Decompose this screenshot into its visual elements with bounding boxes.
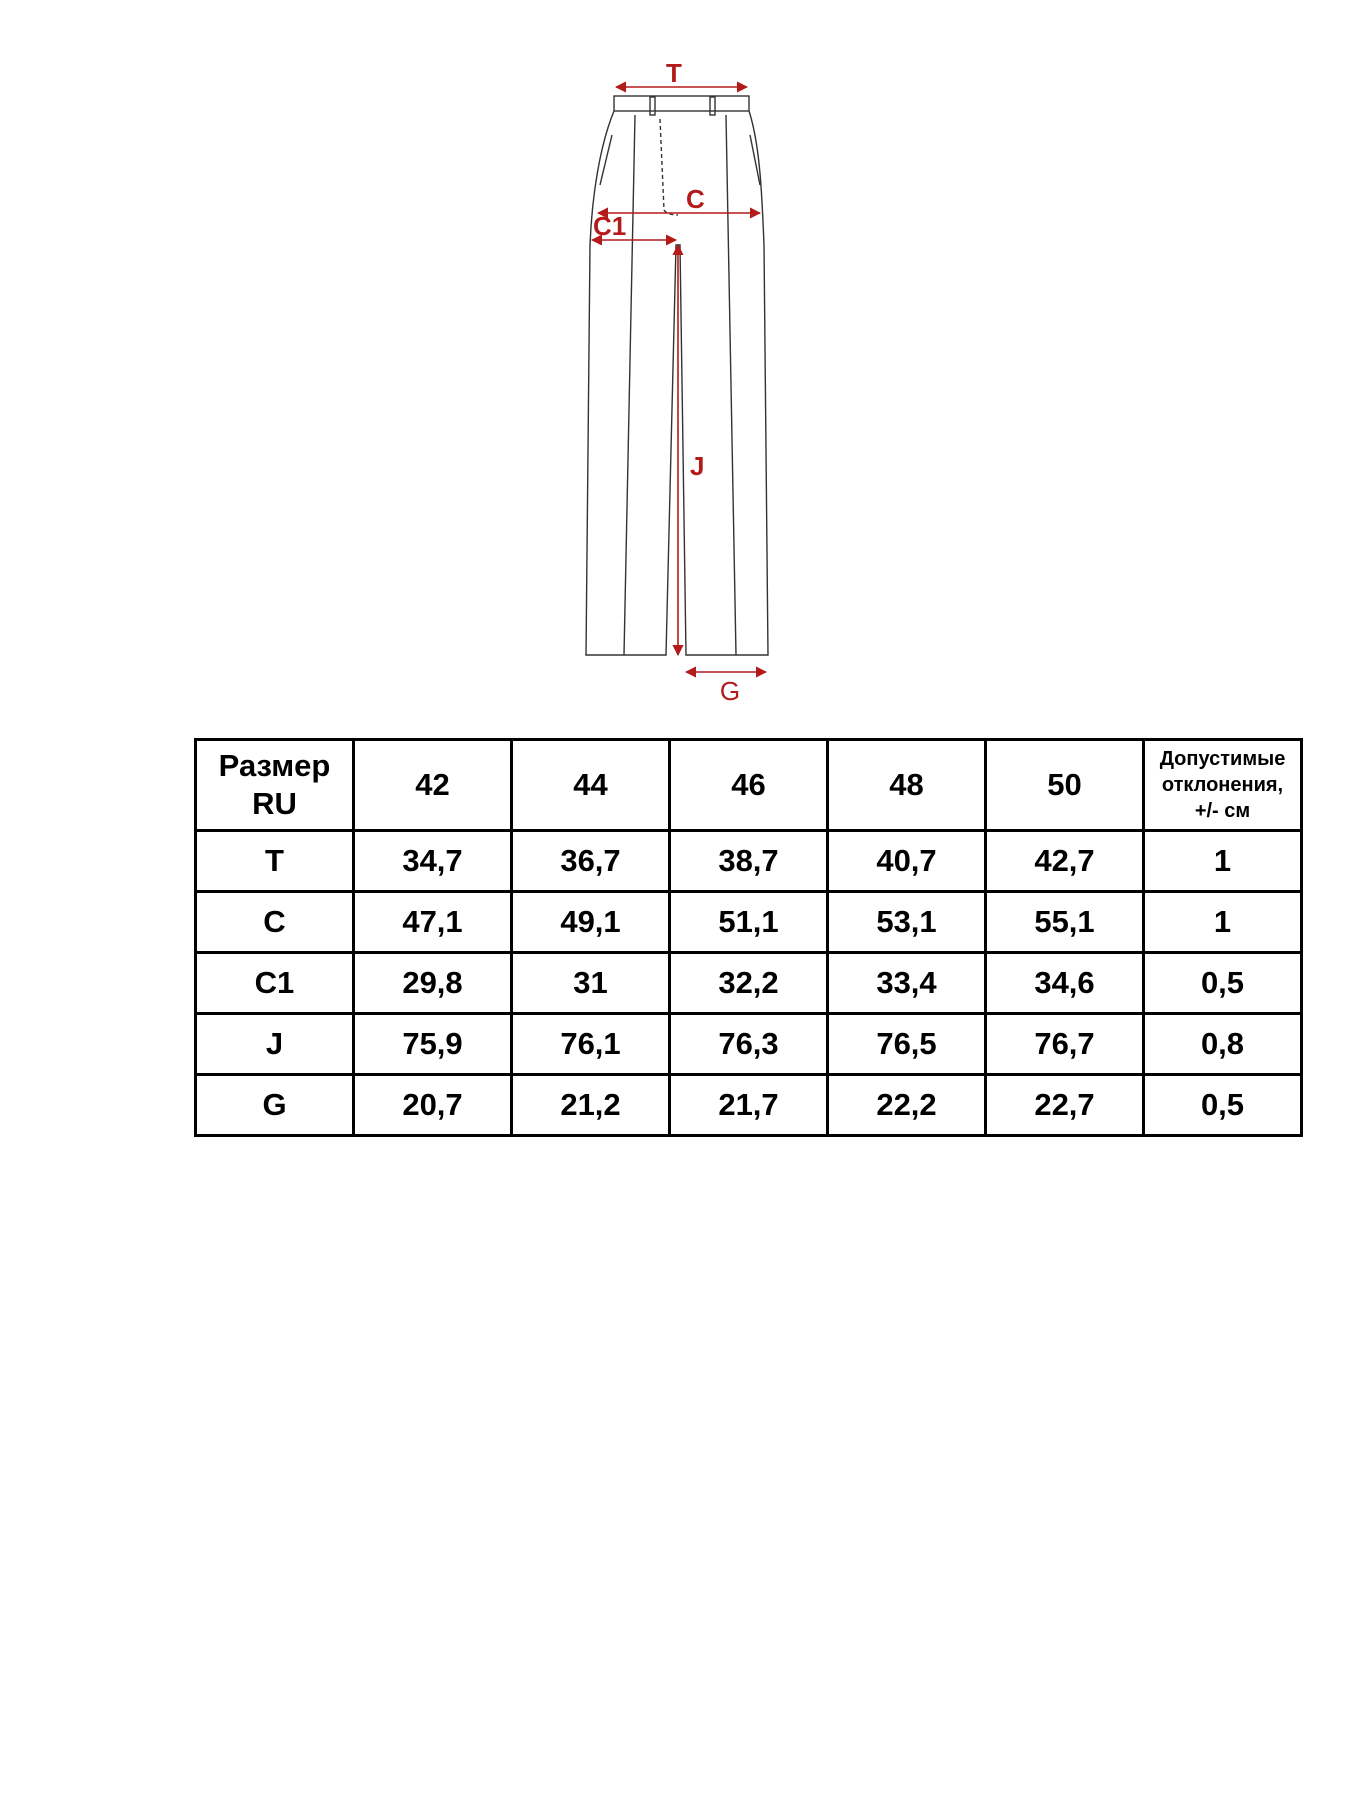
trousers-measurement-diagram (560, 55, 810, 710)
header-size-ru (196, 740, 354, 831)
table-cell: 55,1 (986, 892, 1144, 953)
table-cell: 22,7 (986, 1075, 1144, 1136)
fly-stitch (660, 119, 678, 215)
header-size-label: Размер (218, 748, 331, 783)
header-tolerance (1144, 740, 1302, 831)
table-row-C (196, 892, 1302, 953)
tolerance-cell: 0,5 (1144, 1075, 1302, 1136)
header-tolerance-line: Допустимые (1159, 748, 1286, 770)
trousers-silhouette (586, 111, 768, 655)
label-C1: C1 (593, 211, 627, 241)
tolerance-cell: 0,8 (1144, 1014, 1302, 1075)
tolerance-cell: 1 (1144, 831, 1302, 892)
table-cell: 21,7 (670, 1075, 828, 1136)
table-cell: 76,7 (986, 1014, 1144, 1075)
label-J: J (690, 451, 705, 481)
label-T: T (666, 58, 682, 88)
size-chart-table (194, 738, 1303, 1137)
header-tolerance-line: отклонения, (1161, 774, 1284, 796)
tolerance-cell: 0,5 (1144, 953, 1302, 1014)
table-cell: 42,7 (986, 831, 1144, 892)
table-cell: 76,3 (670, 1014, 828, 1075)
crease-right (726, 115, 736, 655)
row-label: T (196, 831, 354, 892)
table-cell: 34,6 (986, 953, 1144, 1014)
label-G: G (719, 676, 741, 706)
row-label: G (196, 1075, 354, 1136)
table-cell: 76,5 (828, 1014, 986, 1075)
row-label: C1 (196, 953, 354, 1014)
tolerance-cell: 1 (1144, 892, 1302, 953)
header-size: 48 (828, 740, 986, 831)
waistband (614, 96, 749, 111)
header-size: 44 (512, 740, 670, 831)
table-cell: 21,2 (512, 1075, 670, 1136)
table-cell: 34,7 (354, 831, 512, 892)
table-cell: 47,1 (354, 892, 512, 953)
label-C: C (686, 184, 705, 214)
table-cell: 75,9 (354, 1014, 512, 1075)
table-cell: 40,7 (828, 831, 986, 892)
header-tolerance-line: +/- см (1194, 800, 1251, 822)
table-row-C1 (196, 953, 1302, 1014)
row-label: C (196, 892, 354, 953)
table-header-row (196, 740, 1302, 831)
table-cell: 49,1 (512, 892, 670, 953)
table-cell: 36,7 (512, 831, 670, 892)
belt-loop-left (650, 97, 655, 115)
trousers-drawing (560, 55, 810, 710)
table-cell: 20,7 (354, 1075, 512, 1136)
table-cell: 76,1 (512, 1014, 670, 1075)
header-size: 50 (986, 740, 1144, 831)
table-row-J (196, 1014, 1302, 1075)
table-row-G (196, 1075, 1302, 1136)
trousers-outline (586, 96, 768, 655)
header-size: 42 (354, 740, 512, 831)
measurement-lines (592, 87, 766, 672)
table-cell: 22,2 (828, 1075, 986, 1136)
belt-loop-right (710, 97, 715, 115)
table-cell: 31 (512, 953, 670, 1014)
header-size: 46 (670, 740, 828, 831)
table-cell: 38,7 (670, 831, 828, 892)
table-cell: 51,1 (670, 892, 828, 953)
crease-left (624, 115, 635, 655)
table-cell: 53,1 (828, 892, 986, 953)
header-size-region: RU (252, 786, 297, 821)
table-row-T (196, 831, 1302, 892)
table-cell: 33,4 (828, 953, 986, 1014)
table-cell: 29,8 (354, 953, 512, 1014)
pocket-left (600, 135, 612, 185)
table-cell: 32,2 (670, 953, 828, 1014)
row-label: J (196, 1014, 354, 1075)
